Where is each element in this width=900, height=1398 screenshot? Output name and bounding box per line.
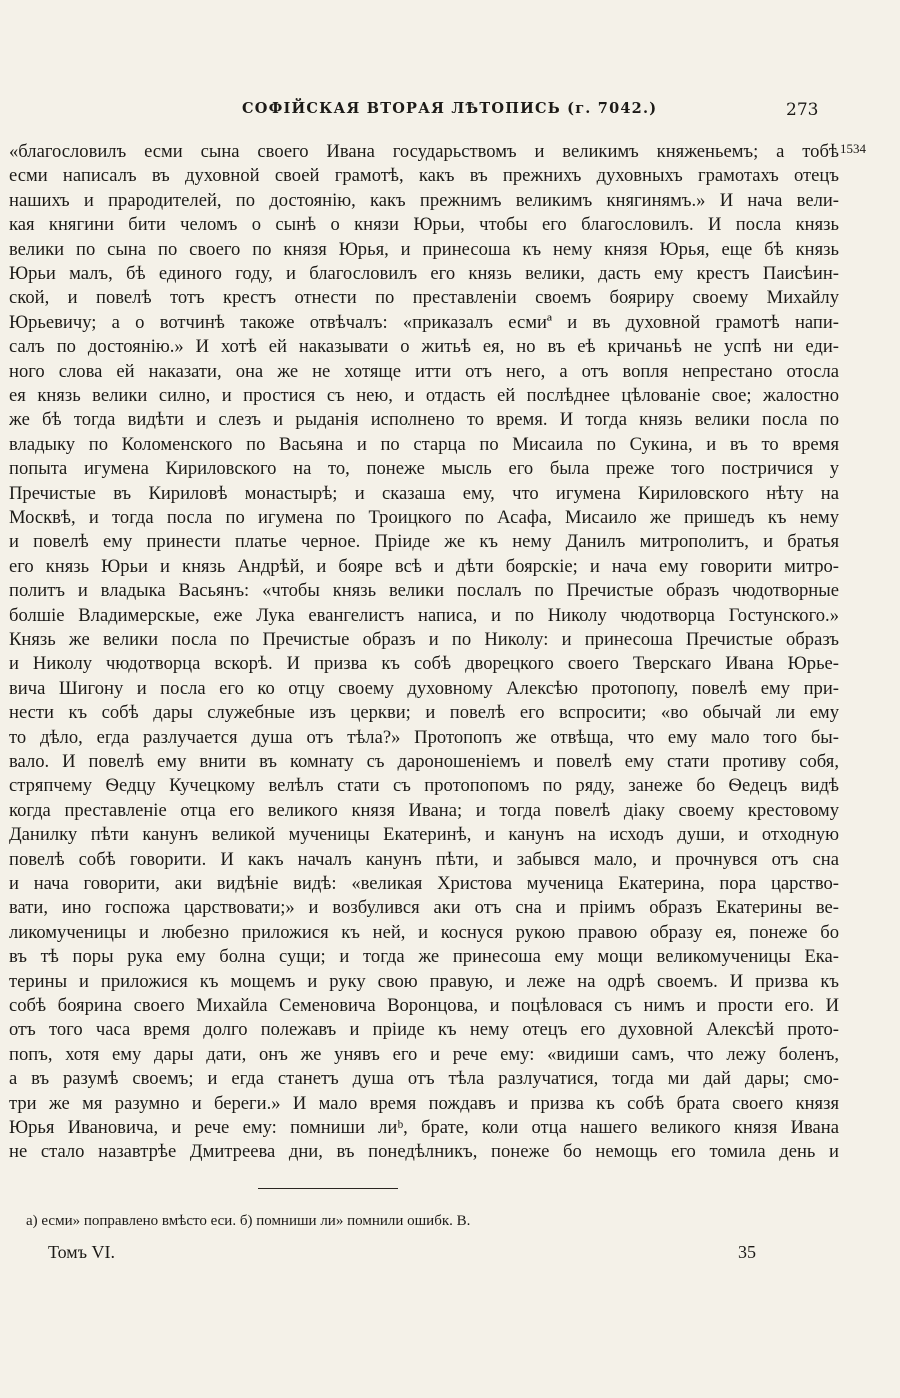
running-header <box>0 100 900 124</box>
text-line: политъ и владыка Васьянъ: «чтобы князь велики послалъ по Пречистые образъ чюдотворные <box>9 580 839 602</box>
text-line: и нача говорити, аки видѣніе видѣ: «великая Христова мученица Екатерина, пора царство- <box>9 873 839 894</box>
text-line: вати, ино госпожа царствовати;» и возбулився аки отъ сна и пріимъ образъ Екатерины ве- <box>9 897 839 919</box>
volume-label: Томъ VI. <box>48 1242 115 1262</box>
text-line: есми написалъ въ духовной своей грамотѣ, какъ въ прежнихъ духовныхъ грамотахъ отецъ <box>9 165 839 187</box>
footnote: а) есми» поправлено вмѣсто еси. б) помниши ли» помнили ошибк. В. <box>26 1213 471 1229</box>
margin-year-note: 1534 <box>840 141 866 156</box>
text-line: ликомученицы и любезно приложися къ ней, и коснуся рукою правою образу ея, понеже бо <box>9 921 839 943</box>
text-line: терины и приложися къ мощемъ и руку свою правую, и леже на одрѣ своемъ. И призва къ <box>9 970 839 992</box>
text-line: а въ разумѣ своемъ; и егда станетъ душа отъ тѣла разлучатися, тогда ми дай дары; смо- <box>9 1068 839 1090</box>
text-line: стряпчему Ѳедцу Кучецкому велѣлъ стати съ протопопомъ по ряду, занеже бо Ѳедецъ видѣ <box>9 775 839 797</box>
text-line: нести къ собѣ дары служебные изъ церкви; и повелѣ его вспросити; «во обычай ли ему <box>9 702 839 724</box>
text-line: нашихъ и прародителей, по достоянію, какъ прежнимъ великимъ княгинямъ.» И нача вели- <box>9 189 839 211</box>
text-line: то дѣло, егда разлучается душа отъ тѣла?» Протопопъ же отвѣща, что ему мало того бы- <box>9 726 839 748</box>
text-line: повелѣ собѣ говорити. И какъ началъ канунъ пѣти, и забывся мало, и прочнувся отъ сна <box>9 848 839 870</box>
text-line: когда преставленіе отца его великого князя Ивана; и тогда повелѣ діаку своему крестовому <box>9 799 839 821</box>
text-line: ской, и повелѣ тотъ крестъ отнести по преставленіи своемъ бояриру своему Михайлу <box>9 287 839 309</box>
text-line: попыта игумена Кириловского на то, понеже мысль его была преже того постричися у <box>9 458 839 480</box>
text-line: Данилку пѣти канунъ великой мученицы Екатеринѣ, и канунъ на исходъ души, и отходную <box>9 824 839 846</box>
text-line: въ тѣ поры рука ему болна сущи; и тогда же принесоша ему мощи великомученицы Ека- <box>9 946 839 968</box>
text-line: Юрьевичу; а о вотчинѣ такоже отвѣчалъ: «приказалъ есмиª и въ духовной грамотѣ напи- <box>9 311 839 333</box>
page-number: 273 <box>786 100 819 120</box>
text-line: вало. И повелѣ ему внити въ комнату съ дароношеніемъ и повелѣ ему стати противу собя, <box>9 751 839 772</box>
text-line: три же мя разумно и береги.» И мало время пождавъ и призва къ собѣ брата своего князя <box>9 1092 839 1114</box>
text-line: салъ по достоянію.» И хотѣ ей наказывати о житьѣ ея, но въ еѣ кричаньѣ не успѣ ни еди- <box>9 336 839 358</box>
text-line: Юрьи малъ, бѣ единого году, и благословилъ его князь велики, дасть ему крестъ Паисѣин- <box>9 263 839 284</box>
text-line: Князь же велики посла по Пречистые образъ и по Николу: и принесоша Пречистые образъ <box>9 629 839 650</box>
text-line: же бѣ тогда видѣти и слезъ и рыданія исполнено то время. И тогда князь велики посла по <box>9 409 839 431</box>
signature-mark: 35 <box>738 1242 756 1262</box>
text-line: Юрья Ивановича, и рече ему: помниши лиᵇ, брате, коли отца нашего великого князя Ивана <box>9 1117 839 1138</box>
text-line: отъ того часа время долго полежавъ и пріиде къ нему отецъ его духовной Алексѣй прото- <box>9 1019 839 1041</box>
text-line: владыку по Коломенского по Васьяна и по старца по Мисаила по Сукина, и въ то время <box>9 433 839 455</box>
text-line: не стало назавтрѣе Дмитреева дни, въ понедѣлникъ, понеже бо немощь его томила день и <box>9 1141 839 1163</box>
running-title: СОФІЙСКАЯ ВТОРАЯ ЛѢТОПИСЬ (г. 7042.) <box>242 100 658 117</box>
footnote-separator <box>258 1188 398 1189</box>
text-line: «благословилъ есми сына своего Ивана государьствомъ и великимъ княженьемъ; а тобѣ <box>9 141 839 162</box>
text-line: Пречистые въ Кириловѣ монастырѣ; и сказаша ему, что игумена Кириловского нѣту на <box>9 482 839 504</box>
text-line: ного слова ей наказати, она же не хотяще итти отъ него, а отъ вопля непрестано отосла <box>9 360 839 382</box>
text-line: его князь Юрьи и князь Андрѣй, и бояре вcѣ и дѣти боярскіе; и нача ему говорити митро- <box>9 555 839 577</box>
text-line: Москвѣ, и тогда посла по игумена по Троицкого по Асафа, Мисаило же пришедъ къ нему <box>9 507 839 528</box>
text-line: вича Шигону и посла его ко отцу своему духовному Алексѣю протопопу, повелѣ ему при- <box>9 677 839 699</box>
text-line: велики по сына по своего по князя Юрья, и принесоша къ нему князя Юрья, еще бѣ князь <box>9 238 839 260</box>
text-line: кая княгини бити челомъ о сынѣ о князи Юрьи, чтобы его благословилъ. И посла князь <box>9 214 839 236</box>
text-line: и Николу чюдотворца вскорѣ. И призва къ собѣ дворецкого своего Тверскаго Ивана Юрье- <box>9 653 839 675</box>
text-line: попъ, хотя ему дары дати, онъ же унявъ его и рече ему: «видиши самъ, что лежу боленъ, <box>9 1043 839 1065</box>
text-line: болшіе Владимерскые, еже Лука евангелистъ написа, и по Николу чюдотворца Гостунского.» <box>9 604 839 626</box>
text-line: ея князь велики силно, и простися съ нею, и отдасть ей послѣднее цѣлованіе свое; жалостно <box>9 385 839 406</box>
text-line: собѣ боярина своего Михайла Семеновича Воронцова, и поцѣловася съ нимъ и прости его. И <box>9 995 839 1016</box>
text-line: и повелѣ ему принести платье черное. Пріиде же къ нему Данилъ митрополитъ, и братья <box>9 531 839 553</box>
